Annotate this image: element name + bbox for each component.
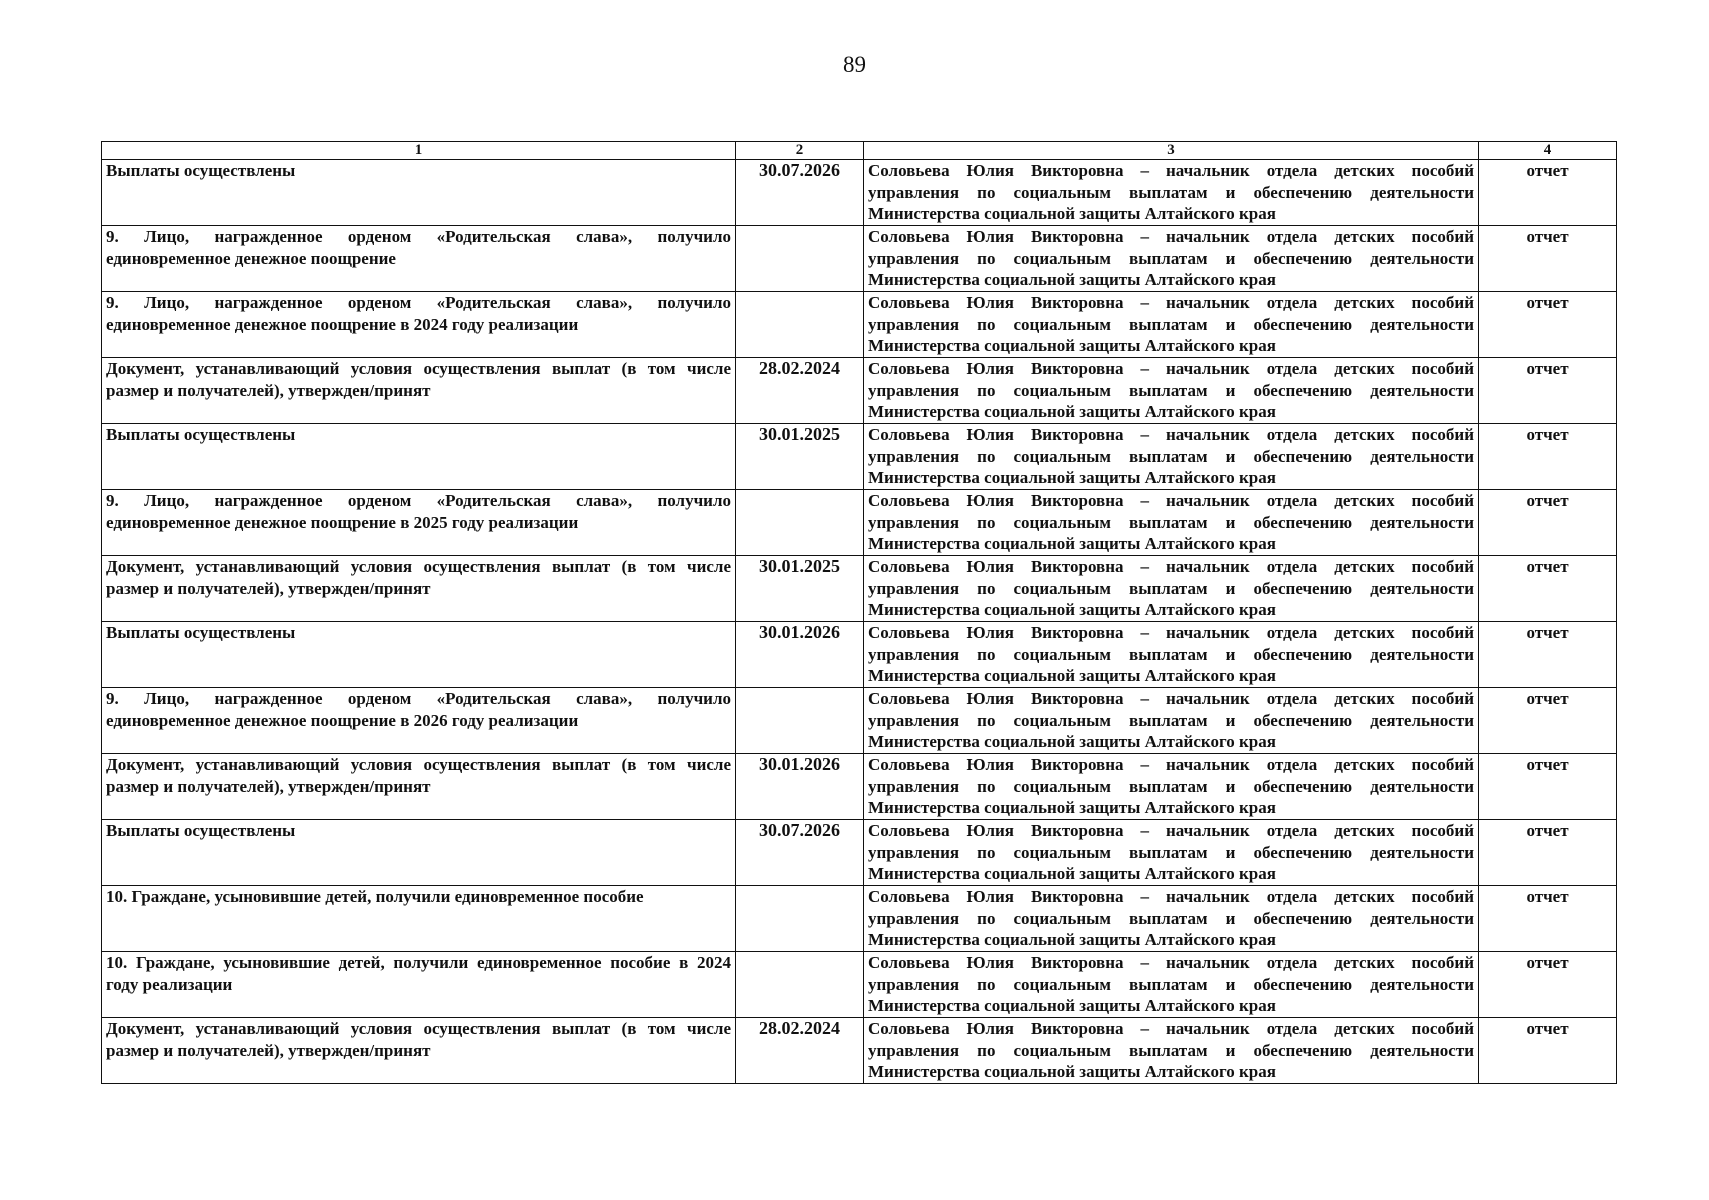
responsible-cell: Соловьева Юлия Викторовна – начальник отдела детских пособий управления по социальным выплатам и обеспечению деятельности Министерства социальной защиты Алтайского края [864, 952, 1479, 1018]
table-row [102, 886, 1617, 952]
responsible-cell: Соловьева Юлия Викторовна – начальник отдела детских пособий управления по социальным выплатам и обеспечению деятельности Министерства социальной защиты Алтайского края [864, 688, 1479, 754]
event-cell: Документ, устанавливающий условия осуществления выплат (в том числе размер и получателей), утвержден/принят [102, 754, 736, 820]
column-header-2: 2 [736, 142, 864, 160]
plan-table [101, 141, 1617, 1084]
document-type-cell: отчет [1479, 1018, 1617, 1084]
event-cell: Документ, устанавливающий условия осуществления выплат (в том числе размер и получателей), утвержден/принят [102, 1018, 736, 1084]
event-cell: 9. Лицо, награжденное орденом «Родительская слава», получило единовременное денежное поощрение [102, 226, 736, 292]
event-cell: Документ, устанавливающий условия осуществления выплат (в том числе размер и получателей), утвержден/принят [102, 556, 736, 622]
document-type-cell: отчет [1479, 292, 1617, 358]
responsible-cell: Соловьева Юлия Викторовна – начальник отдела детских пособий управления по социальным выплатам и обеспечению деятельности Министерства социальной защиты Алтайского края [864, 292, 1479, 358]
table-row [102, 358, 1617, 424]
event-cell: Выплаты осуществлены [102, 622, 736, 688]
event-cell: Документ, устанавливающий условия осуществления выплат (в том числе размер и получателей), утвержден/принят [102, 358, 736, 424]
responsible-cell: Соловьева Юлия Викторовна – начальник отдела детских пособий управления по социальным выплатам и обеспечению деятельности Министерства социальной защиты Алтайского края [864, 754, 1479, 820]
table-row [102, 1018, 1617, 1084]
document-type-cell: отчет [1479, 622, 1617, 688]
date-cell [736, 886, 864, 952]
responsible-cell: Соловьева Юлия Викторовна – начальник отдела детских пособий управления по социальным выплатам и обеспечению деятельности Министерства социальной защиты Алтайского края [864, 556, 1479, 622]
responsible-cell: Соловьева Юлия Викторовна – начальник отдела детских пособий управления по социальным выплатам и обеспечению деятельности Министерства социальной защиты Алтайского края [864, 358, 1479, 424]
column-header-4: 4 [1479, 142, 1617, 160]
table-row [102, 754, 1617, 820]
document-type-cell: отчет [1479, 754, 1617, 820]
responsible-cell: Соловьева Юлия Викторовна – начальник отдела детских пособий управления по социальным выплатам и обеспечению деятельности Министерства социальной защиты Алтайского края [864, 1018, 1479, 1084]
table-row [102, 292, 1617, 358]
event-cell: 9. Лицо, награжденное орденом «Родительская слава», получило единовременное денежное поощрение в 2025 году реализации [102, 490, 736, 556]
page-number: 89 [843, 52, 866, 77]
event-cell: Выплаты осуществлены [102, 820, 736, 886]
responsible-cell: Соловьева Юлия Викторовна – начальник отдела детских пособий управления по социальным выплатам и обеспечению деятельности Министерства социальной защиты Алтайского края [864, 424, 1479, 490]
date-cell [736, 688, 864, 754]
date-cell: 30.07.2026 [736, 820, 864, 886]
date-cell: 30.01.2025 [736, 556, 864, 622]
date-cell: 30.01.2026 [736, 622, 864, 688]
responsible-cell: Соловьева Юлия Викторовна – начальник отдела детских пособий управления по социальным выплатам и обеспечению деятельности Министерства социальной защиты Алтайского края [864, 490, 1479, 556]
date-cell: 30.01.2026 [736, 754, 864, 820]
date-cell [736, 292, 864, 358]
table-row [102, 226, 1617, 292]
table-header-row [102, 142, 1617, 160]
event-cell: Выплаты осуществлены [102, 424, 736, 490]
responsible-cell: Соловьева Юлия Викторовна – начальник отдела детских пособий управления по социальным выплатам и обеспечению деятельности Министерства социальной защиты Алтайского края [864, 160, 1479, 226]
event-cell: 10. Граждане, усыновившие детей, получили единовременное пособие в 2024 году реализации [102, 952, 736, 1018]
event-cell: Выплаты осуществлены [102, 160, 736, 226]
table-row [102, 556, 1617, 622]
table-row [102, 688, 1617, 754]
date-cell: 30.07.2026 [736, 160, 864, 226]
table-row [102, 622, 1617, 688]
date-cell [736, 226, 864, 292]
document-type-cell: отчет [1479, 226, 1617, 292]
document-type-cell: отчет [1479, 688, 1617, 754]
date-cell: 28.02.2024 [736, 358, 864, 424]
table-row [102, 160, 1617, 226]
table-row [102, 952, 1617, 1018]
responsible-cell: Соловьева Юлия Викторовна – начальник отдела детских пособий управления по социальным выплатам и обеспечению деятельности Министерства социальной защиты Алтайского края [864, 622, 1479, 688]
event-cell: 10. Граждане, усыновившие детей, получили единовременное пособие [102, 886, 736, 952]
document-type-cell: отчет [1479, 358, 1617, 424]
date-cell: 30.01.2025 [736, 424, 864, 490]
table-row [102, 490, 1617, 556]
column-header-3: 3 [864, 142, 1479, 160]
document-type-cell: отчет [1479, 160, 1617, 226]
date-cell [736, 952, 864, 1018]
event-cell: 9. Лицо, награжденное орденом «Родительская слава», получило единовременное денежное поощрение в 2024 году реализации [102, 292, 736, 358]
date-cell: 28.02.2024 [736, 1018, 864, 1084]
document-type-cell: отчет [1479, 490, 1617, 556]
document-type-cell: отчет [1479, 952, 1617, 1018]
document-type-cell: отчет [1479, 556, 1617, 622]
document-type-cell: отчет [1479, 886, 1617, 952]
table-row [102, 820, 1617, 886]
document-type-cell: отчет [1479, 820, 1617, 886]
table-row [102, 424, 1617, 490]
date-cell [736, 490, 864, 556]
column-header-1: 1 [102, 142, 736, 160]
event-cell: 9. Лицо, награжденное орденом «Родительская слава», получило единовременное денежное поощрение в 2026 году реализации [102, 688, 736, 754]
responsible-cell: Соловьева Юлия Викторовна – начальник отдела детских пособий управления по социальным выплатам и обеспечению деятельности Министерства социальной защиты Алтайского края [864, 886, 1479, 952]
responsible-cell: Соловьева Юлия Викторовна – начальник отдела детских пособий управления по социальным выплатам и обеспечению деятельности Министерства социальной защиты Алтайского края [864, 820, 1479, 886]
responsible-cell: Соловьева Юлия Викторовна – начальник отдела детских пособий управления по социальным выплатам и обеспечению деятельности Министерства социальной защиты Алтайского края [864, 226, 1479, 292]
document-type-cell: отчет [1479, 424, 1617, 490]
table-body [102, 160, 1617, 1084]
